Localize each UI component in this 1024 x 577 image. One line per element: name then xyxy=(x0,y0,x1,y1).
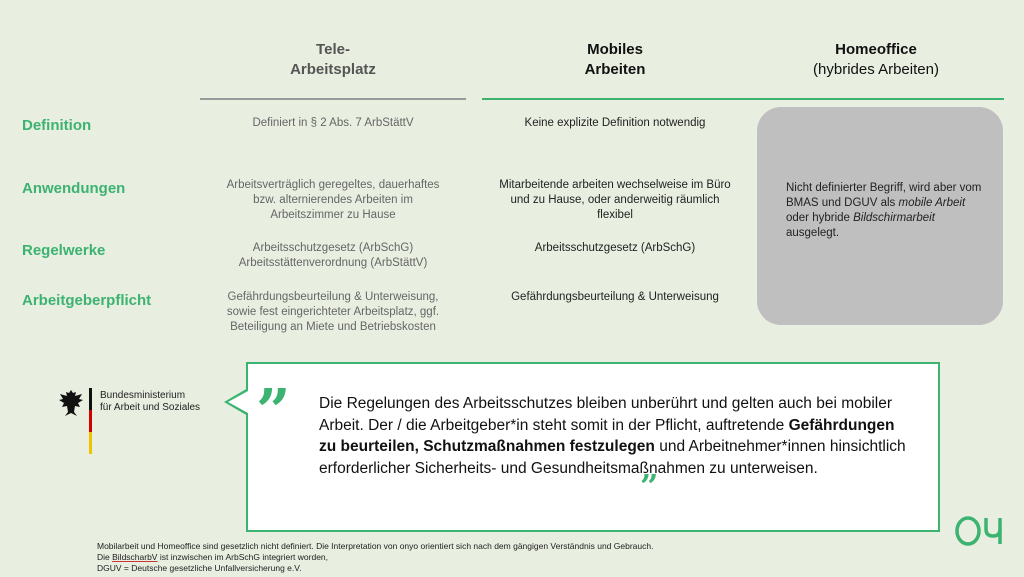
footer-line3: DGUV = Deutsche gesetzliche Unfallversicherung e.V. xyxy=(97,563,302,573)
cell-line: Mitarbeitende arbeiten wechselweise im Büro xyxy=(499,179,731,191)
column-header-line1: Tele- xyxy=(316,41,350,58)
cell-line: Gefährdungsbeurteilung & Unterweisung, xyxy=(227,291,439,303)
homeoffice-text-part1: Nicht definierter Begriff, wird aber vom BMAS und DGUV als xyxy=(786,182,982,209)
footer-notes xyxy=(97,541,653,574)
cell-line: und zu Hause, oder anderweitig räumlich xyxy=(510,194,720,206)
quote-pointer-inner xyxy=(228,391,248,413)
row-label-regelwerke: Regelwerke xyxy=(22,242,106,259)
homeoffice-text-part2: oder hybride xyxy=(786,212,854,224)
flag-stripe-red xyxy=(89,410,92,432)
federal-eagle-icon xyxy=(58,388,84,418)
column-header-mobiles-arbeiten xyxy=(515,40,715,80)
row-label-arbeitgeberpflicht: Arbeitgeberpflicht xyxy=(22,292,152,309)
cell-mobil-regelwerke xyxy=(482,241,748,256)
header-divider-telearbeit xyxy=(200,98,466,100)
cell-line: Gefährdungsbeurteilung & Unterweisung xyxy=(511,291,719,303)
close-quote-icon: ” xyxy=(640,467,659,505)
cell-line: Arbeitsschutzgesetz (ArbSchG) xyxy=(534,242,696,254)
open-quote-icon: ” xyxy=(256,377,291,447)
ministry-logo-text xyxy=(100,390,200,414)
cell-telearbeit-anwendungen xyxy=(200,178,466,223)
column-header-homeoffice xyxy=(776,40,976,80)
cell-line: Arbeitszimmer zu Hause xyxy=(270,209,396,221)
cell-telearbeit-definition xyxy=(200,116,466,131)
ministry-logo-line1: Bundesministerium xyxy=(100,390,186,401)
flag-stripe-gold xyxy=(89,432,92,454)
cell-line: Arbeitsstättenverordnung (ArbStättV) xyxy=(238,257,428,269)
flag-stripe-black xyxy=(89,388,92,410)
footer-line2-underlined: BildscharbV xyxy=(112,552,158,562)
quote-text xyxy=(319,393,909,479)
row-label-anwendungen: Anwendungen xyxy=(22,180,126,197)
cell-line: flexibel xyxy=(597,209,633,221)
quote-part1: Die Regelungen des Arbeitsschutzes bleiben unberührt und gelten auch bei mobiler Arbeit. Der / die Arbeitgeber*in steht somit in der Pflicht, auftretende xyxy=(319,395,893,434)
cell-line: Definiert in § 2 Abs. 7 ArbStättV xyxy=(252,117,414,129)
cell-line: Arbeitsschutzgesetz (ArbSchG) xyxy=(252,242,414,254)
cell-line: bzw. alternierendes Arbeiten im xyxy=(253,194,413,206)
quote-bold: Gefährdungen zu beurteilen, Schutzmaßnahmen festzulegen xyxy=(319,416,895,455)
homeoffice-box-text xyxy=(786,181,982,241)
column-header-line2: Arbeiten xyxy=(584,61,646,78)
footer-line2-a: Die xyxy=(97,552,113,562)
quote-part2: und Arbeitnehmer*innen hinsichtlich erforderlicher Sicherheits- und Gesundheitsmaßnahmen zu unterweisen. xyxy=(319,438,906,477)
column-header-line2: (hybrides Arbeiten) xyxy=(813,61,939,78)
cell-line: Keine explizite Definition notwendig xyxy=(524,117,706,129)
column-header-telearbeitsplatz xyxy=(233,40,433,80)
header-divider-mobil-homeoffice xyxy=(482,98,1004,100)
footer-line2 xyxy=(97,552,653,563)
column-header-line1: Mobiles xyxy=(587,41,643,58)
row-label-definition: Definition xyxy=(22,117,92,134)
footer-line1: Mobilarbeit und Homeoffice sind gesetzlich nicht definiert. Die Interpretation von onyo orientiert sich nach dem gängigen Verständnis und Gebrauch. xyxy=(97,541,654,551)
column-header-line2: Arbeitsplatz xyxy=(290,61,376,78)
footer-line2-b: ist inzwischen im ArbSchG integriert worden, xyxy=(157,552,329,562)
cell-line: sowie fest eingerichteter Arbeitsplatz, ggf. xyxy=(226,306,440,318)
cell-telearbeit-pflicht xyxy=(200,290,466,335)
cell-line: Arbeitsverträglich geregeltes, dauerhaftes xyxy=(226,179,440,191)
homeoffice-text-part3: ausgelegt. xyxy=(786,227,840,239)
cell-mobil-pflicht xyxy=(482,290,748,305)
cell-mobil-definition xyxy=(482,116,748,131)
cell-telearbeit-regelwerke xyxy=(200,241,466,271)
cell-mobil-anwendungen xyxy=(482,178,748,223)
homeoffice-text-italic2: Bildschirmarbeit xyxy=(853,212,935,224)
ministry-logo-line2: für Arbeit und Soziales xyxy=(100,402,201,413)
onyo-logo-icon xyxy=(954,514,1012,548)
column-header-line1: Homeoffice xyxy=(835,41,917,58)
cell-line: Beteiligung an Miete und Betriebskosten xyxy=(230,321,436,333)
homeoffice-text-italic1: mobile Arbeit xyxy=(898,197,966,209)
